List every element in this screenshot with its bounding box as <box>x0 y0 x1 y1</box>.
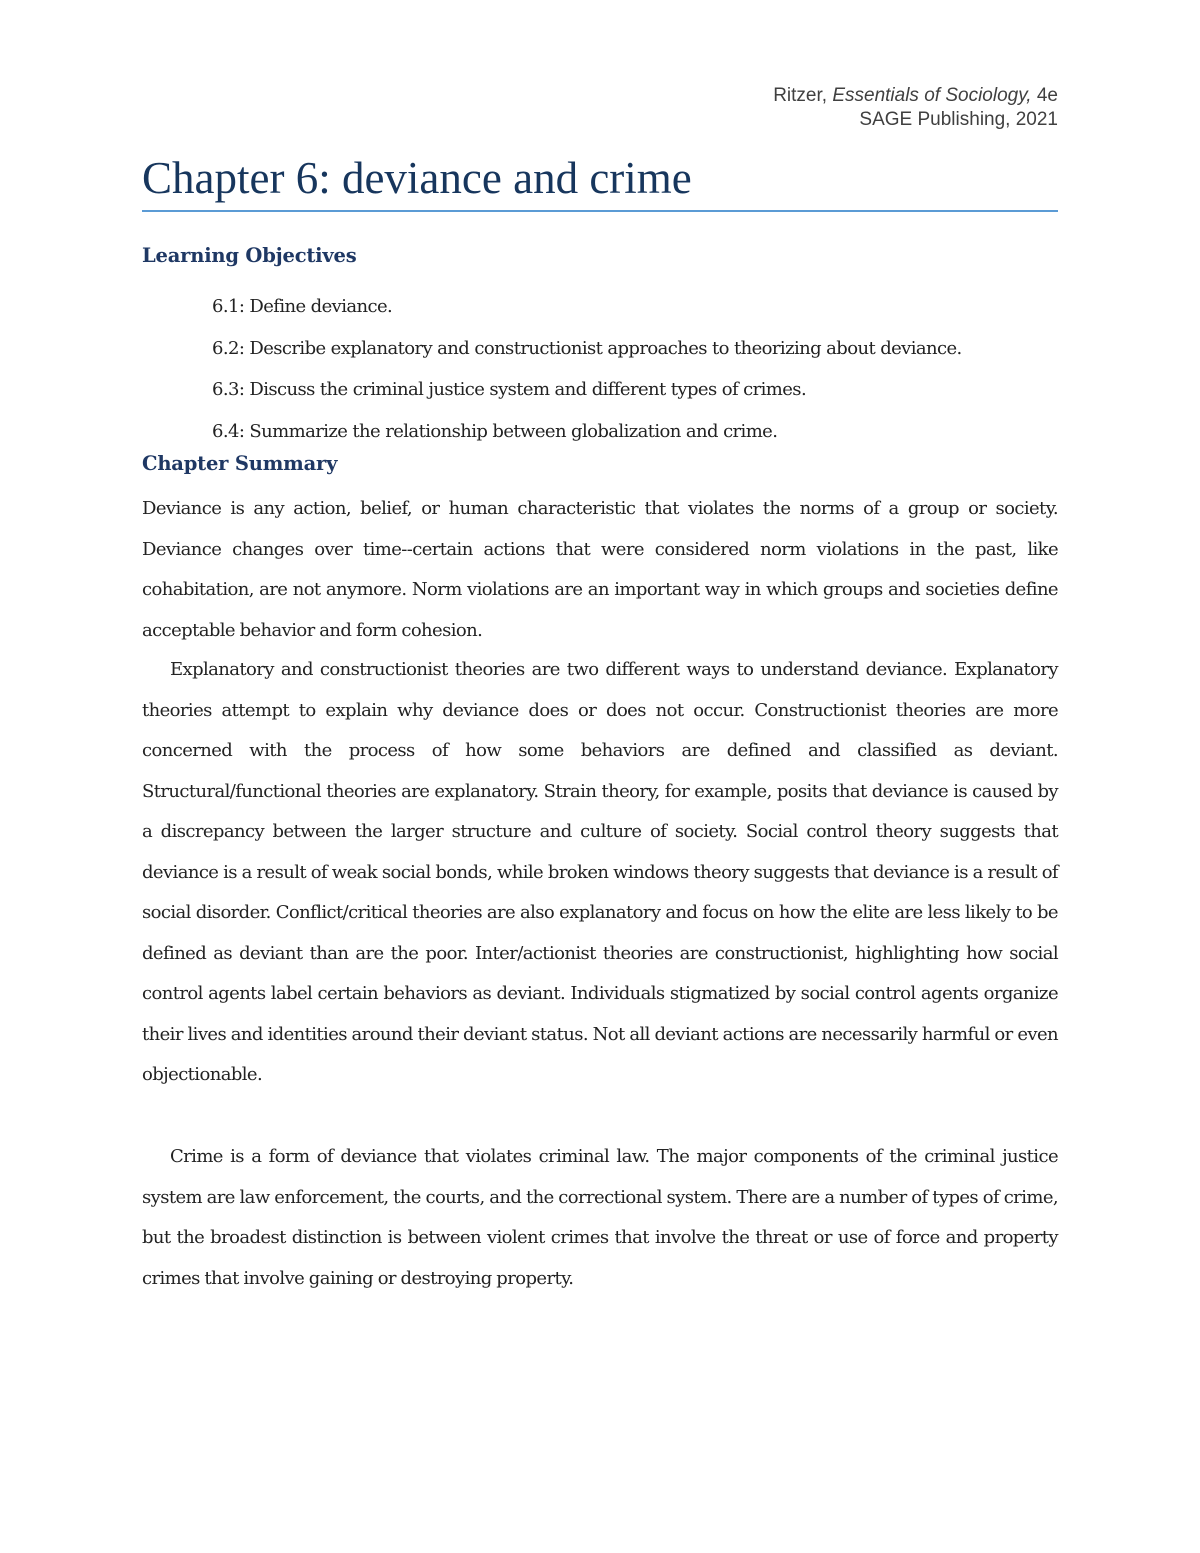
summary-paragraph-2: Explanatory and constructionist theories are two different ways to understand deviance. Explanatory theories attempt to explain why deviance does or does not occur. Constructionist theories are more concerned with the process of how some behaviors are defined and classified as deviant. Structural/functional theories are explanatory. Strain theory, for example, posits that deviance is caused by a discrepancy between the larger structure and culture of society. Social control theory suggests that deviance is a result of weak social bonds, while broken windows theory suggests that deviance is a result of social disorder. Conflict/critical theories are also explanatory and focus on how the elite are less likely to be defined as deviant than are the poor. Inter/actionist theories are constructionist, highlighting how social control agents label certain behaviors as deviant. Individuals stigmatized by social control agents organize their lives and identities around their deviant status. Not all deviant actions are necessarily harmful or even objectionable. <box>142 659 1058 1085</box>
title-underline-rule <box>142 210 1058 212</box>
summary-paragraph-1: Deviance is any action, belief, or human characteristic that violates the norms of a group or society. Deviance changes over time--certain actions that were considered norm violations in the past, like cohabitation, are not anymore. Norm violations are an important way in which groups and societies define acceptable behavior and form cohesion. <box>142 498 1058 641</box>
objective-item: 6.3: Discuss the criminal justice system and different types of crimes. <box>212 379 807 400</box>
learning-objectives-heading: Learning Objectives <box>142 244 357 267</box>
summary-paragraph-3: Crime is a form of deviance that violates criminal law. The major components of the criminal justice system are law enforcement, the courts, and the correctional system. There are a number of types of crime, but the broadest distinction is between violent crimes that involve the threat or use of force and property crimes that involve gaining or destroying property. <box>142 1146 1058 1289</box>
header-publisher: SAGE Publishing, 2021 <box>859 109 1058 130</box>
page-title: Chapter 6: deviance and crime <box>142 153 692 203</box>
header-author: Ritzer, <box>773 85 828 106</box>
objective-item: 6.1: Define deviance. <box>212 296 393 317</box>
chapter-summary-heading: Chapter Summary <box>142 452 338 475</box>
page-header <box>773 84 1058 132</box>
objective-item: 6.4: Summarize the relationship between globalization and crime. <box>212 420 778 442</box>
objective-item: 6.2: Describe explanatory and constructionist approaches to theorizing about deviance. <box>212 337 962 359</box>
header-book-title: Essentials of Sociology, <box>832 85 1032 106</box>
header-edition: 4e <box>1036 85 1058 106</box>
header-citation-line <box>773 84 1058 108</box>
learning-objectives-list <box>212 286 962 452</box>
